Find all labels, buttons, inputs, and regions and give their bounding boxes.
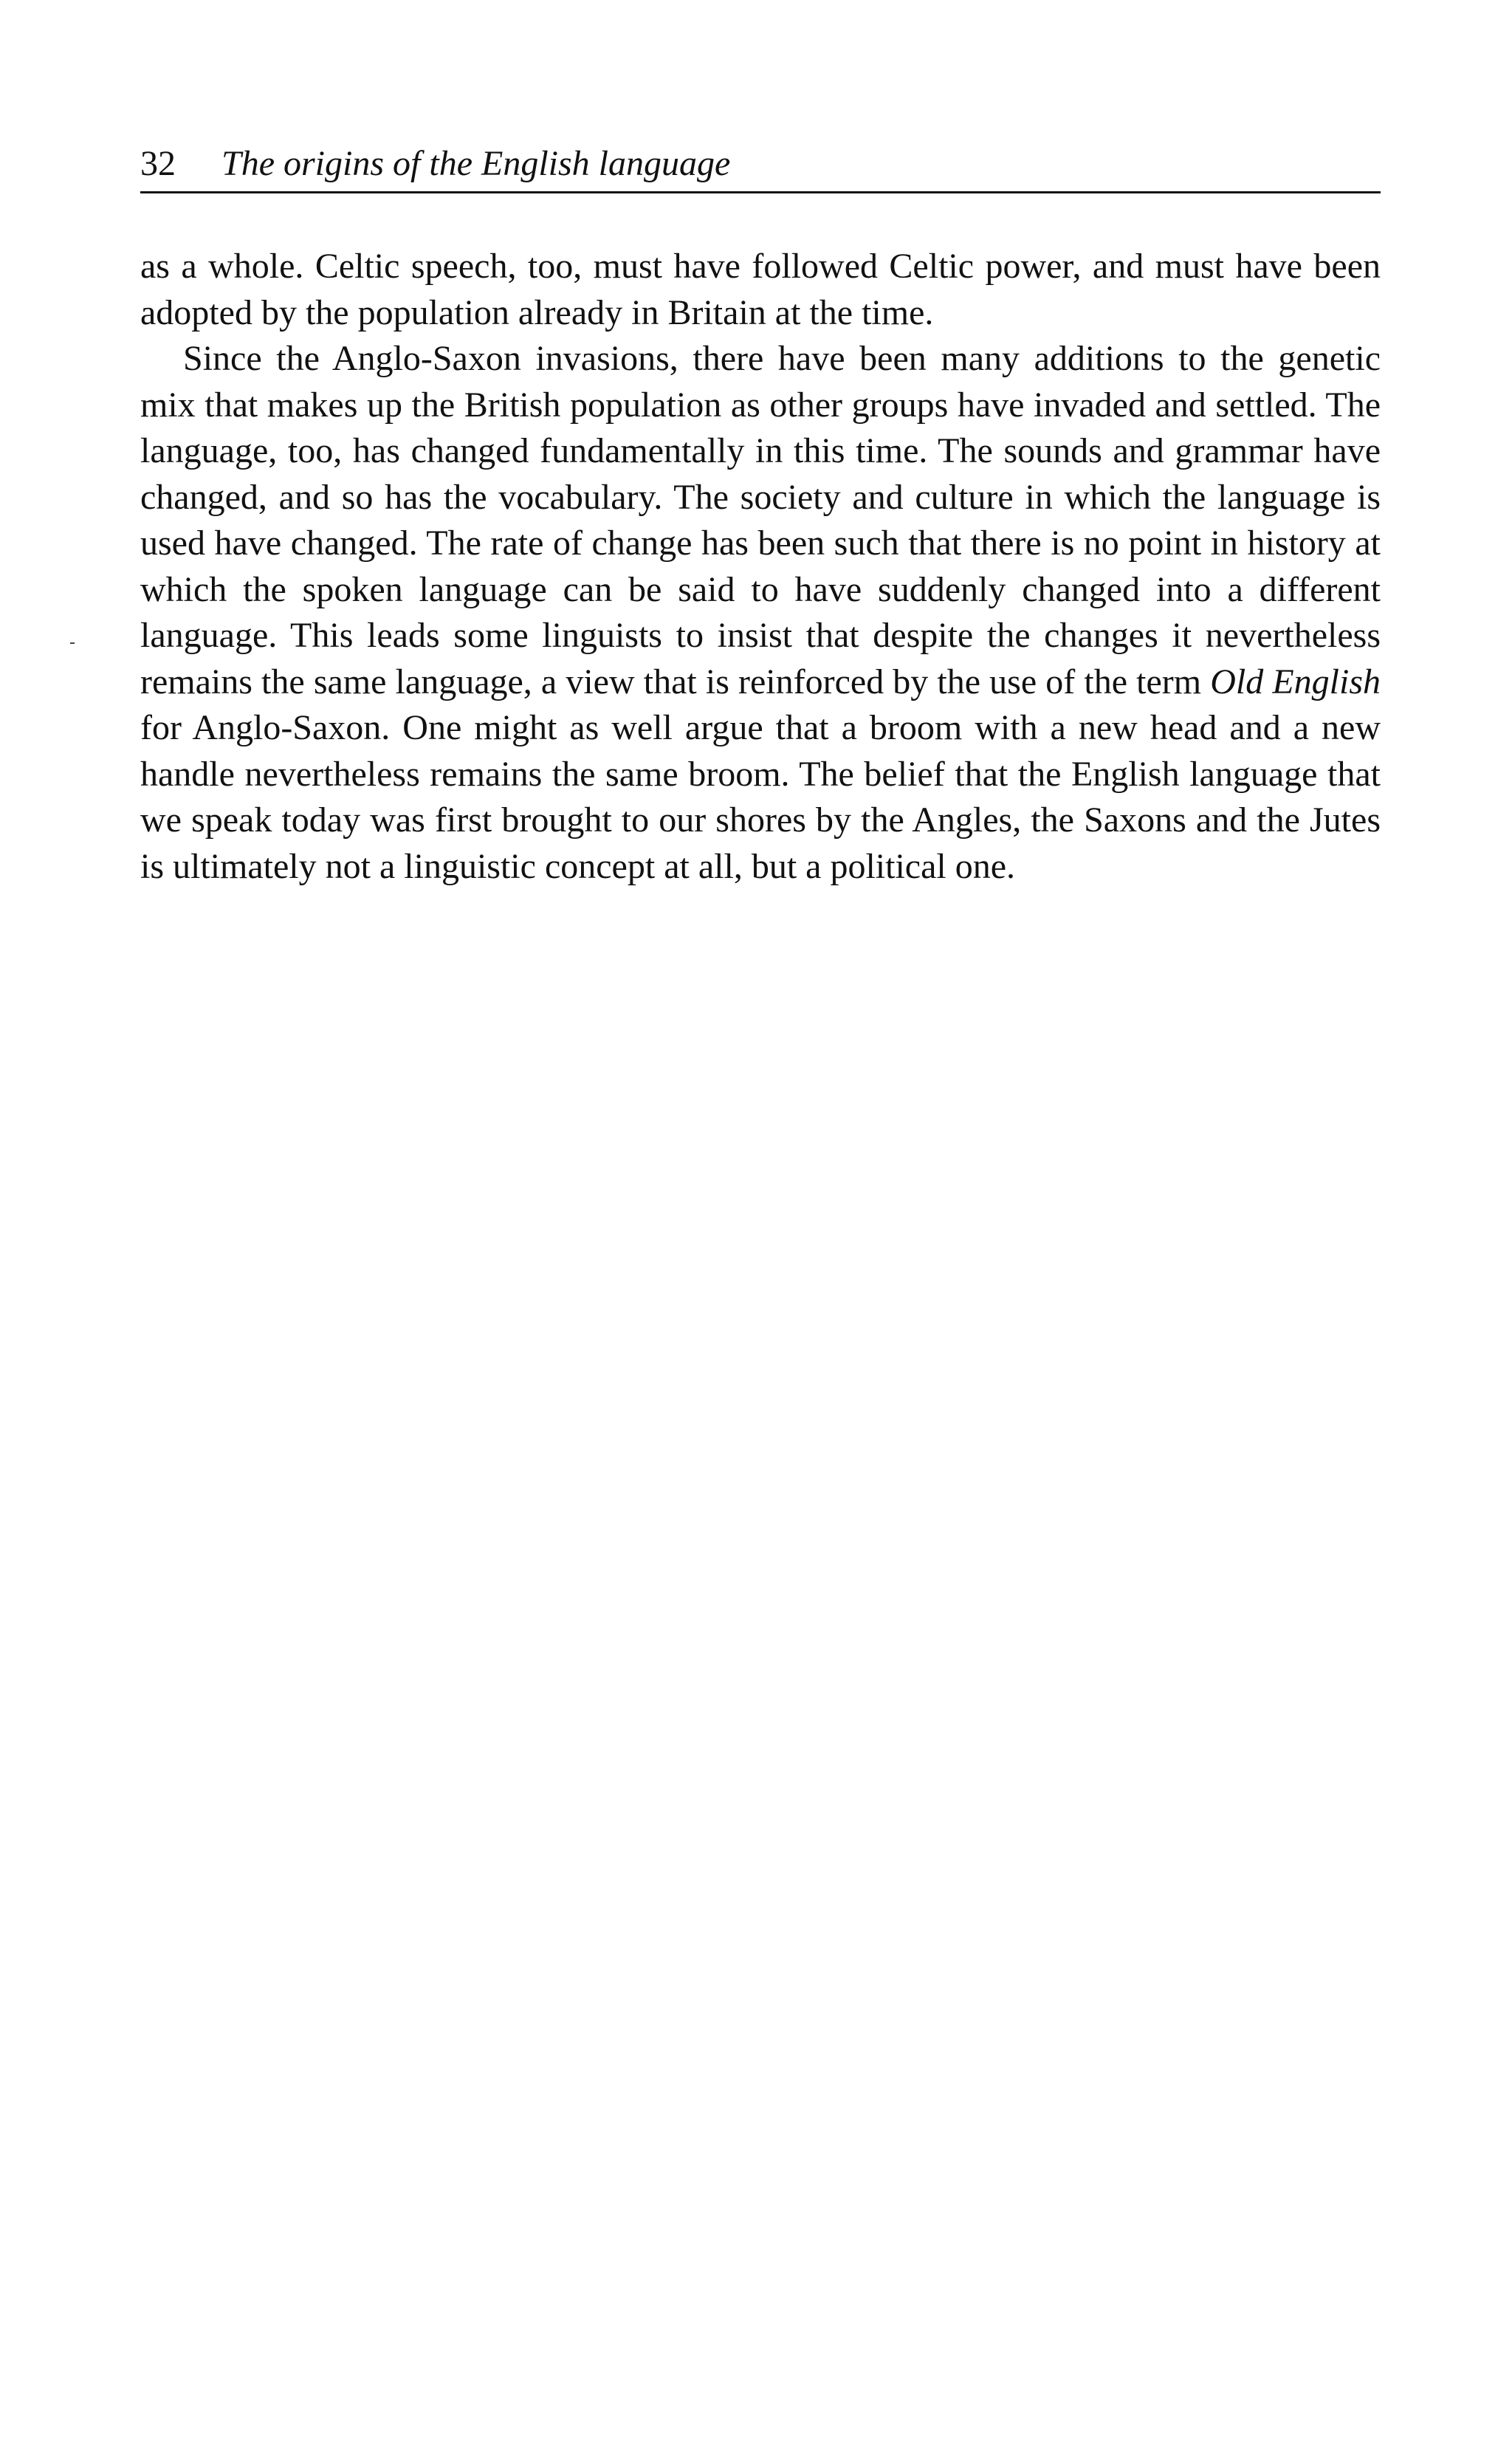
paragraph xyxy=(140,336,1381,890)
paragraph: as a whole. Celtic speech, too, must have followed Celtic power, and must have been adopted by the population already in Britain at the time. xyxy=(140,247,1381,332)
running-head xyxy=(140,142,1381,193)
page-number: 32 xyxy=(140,144,176,183)
margin-mark xyxy=(70,642,75,644)
running-title: The origins of the English language xyxy=(221,144,731,183)
paragraph-text: Since the Anglo-Saxon invasions, there have been many additions to the genetic mix that makes up the British population as other groups have invaded and settled. The language, too, has changed fundamentally in this time. The sounds and grammar have changed, and so has the vocabulary. The society and culture in which the language is used have changed. The rate of change has been such that there is no point in history at which the spoken language can be said to have suddenly changed into a different language. This leads some linguists to insist that despite the changes it nevertheless remains the same language, a view that is reinforced by the use of the term xyxy=(140,339,1381,701)
italic-term: Old English xyxy=(1210,662,1381,701)
paragraph-text: for Anglo-Saxon. One might as well argue that a broom with a new head and a new handle nevertheless remains the same broom. The belief that the English language that we speak today was first brought to our shores by the Angles, the Saxons and the Jutes is ultimately not a linguistic concept at all, but a political one. xyxy=(140,708,1381,886)
body-text xyxy=(140,244,1381,890)
